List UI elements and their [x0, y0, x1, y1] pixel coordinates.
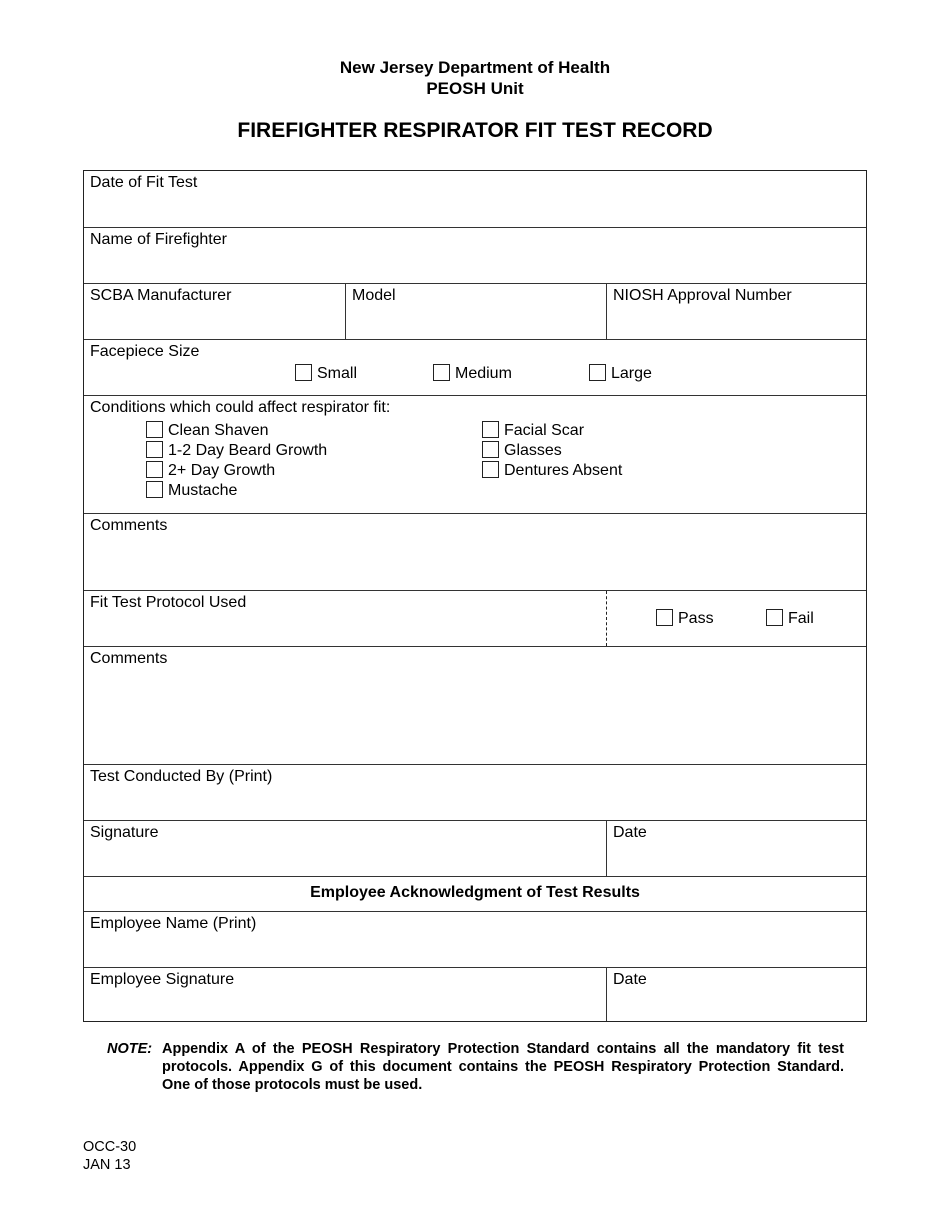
conditions-label: Conditions which could affect respirator fit:	[90, 399, 391, 416]
large-label: Large	[611, 365, 652, 382]
medium-checkbox[interactable]	[433, 364, 450, 381]
employee-date-field[interactable]	[606, 968, 866, 1021]
name-of-firefighter-label: Name of Firefighter	[90, 231, 227, 248]
comments-1-row	[84, 513, 866, 590]
date-of-fit-test-row	[84, 171, 866, 227]
scba-manufacturer-field[interactable]	[84, 284, 345, 339]
facepiece-size-group	[84, 340, 866, 395]
facial-scar-checkbox[interactable]	[482, 421, 499, 438]
fit-test-protocol-field[interactable]	[84, 591, 606, 646]
employee-name-label: Employee Name (Print)	[90, 915, 257, 932]
large-checkbox[interactable]	[589, 364, 606, 381]
glasses-label: Glasses	[504, 442, 562, 459]
comments-1-field[interactable]	[84, 514, 866, 590]
condition-facial-scar[interactable]	[482, 421, 584, 440]
form-revision: JAN 13	[83, 1157, 131, 1173]
test-conducted-by-row	[84, 764, 866, 820]
comments-2-label: Comments	[90, 650, 168, 667]
form-code: OCC-30	[83, 1139, 137, 1155]
signature-field[interactable]	[84, 821, 606, 876]
conditions-row	[84, 395, 866, 513]
note-label: NOTE:	[107, 1041, 153, 1057]
glasses-checkbox[interactable]	[482, 441, 499, 458]
comments-2-field[interactable]	[84, 647, 866, 764]
date-label: Date	[613, 824, 647, 841]
signature-row	[84, 820, 866, 876]
employee-signature-field[interactable]	[84, 968, 606, 1021]
fail-label: Fail	[788, 610, 814, 627]
niosh-approval-number-label: NIOSH Approval Number	[613, 287, 792, 304]
facepiece-option-large[interactable]	[589, 364, 652, 383]
clean-shaven-label: Clean Shaven	[168, 422, 269, 439]
employee-name-field[interactable]	[84, 912, 866, 967]
result-option-fail[interactable]	[766, 609, 814, 628]
test-conducted-by-field[interactable]	[84, 765, 866, 820]
employee-date-label: Date	[613, 971, 647, 988]
growth-2plus-day-label: 2+ Day Growth	[168, 462, 276, 479]
model-field[interactable]	[345, 284, 606, 339]
acknowledgment-heading: Employee Acknowledgment of Test Results	[310, 884, 640, 901]
fit-test-form	[83, 170, 867, 1022]
unit-name: PEOSH Unit	[426, 79, 524, 98]
niosh-approval-number-field[interactable]	[606, 284, 866, 339]
condition-glasses[interactable]	[482, 441, 562, 460]
beard-1-2-day-checkbox[interactable]	[146, 441, 163, 458]
scba-manufacturer-label: SCBA Manufacturer	[90, 287, 232, 304]
small-checkbox[interactable]	[295, 364, 312, 381]
acknowledgment-heading-row	[84, 876, 866, 911]
facepiece-option-small[interactable]	[295, 364, 357, 383]
pass-checkbox[interactable]	[656, 609, 673, 626]
medium-label: Medium	[455, 365, 512, 382]
result-group	[606, 591, 866, 646]
signature-label: Signature	[90, 824, 159, 841]
facepiece-option-medium[interactable]	[433, 364, 512, 383]
condition-clean-shaven[interactable]	[146, 421, 269, 440]
facepiece-size-label: Facepiece Size	[90, 343, 200, 360]
note-block	[107, 1040, 844, 1094]
date-of-fit-test-field[interactable]	[84, 171, 866, 227]
employee-name-row	[84, 911, 866, 967]
dentures-absent-checkbox[interactable]	[482, 461, 499, 478]
fail-checkbox[interactable]	[766, 609, 783, 626]
model-label: Model	[352, 287, 396, 304]
scba-row	[84, 283, 866, 339]
date-of-fit-test-label: Date of Fit Test	[90, 174, 198, 191]
dentures-absent-label: Dentures Absent	[504, 462, 623, 479]
clean-shaven-checkbox[interactable]	[146, 421, 163, 438]
test-conducted-by-label: Test Conducted By (Print)	[90, 768, 273, 785]
name-of-firefighter-field[interactable]	[84, 228, 866, 283]
conditions-group	[84, 396, 866, 513]
facial-scar-label: Facial Scar	[504, 422, 585, 439]
date-field[interactable]	[606, 821, 866, 876]
name-of-firefighter-row	[84, 227, 866, 283]
agency-name: New Jersey Department of Health	[339, 58, 611, 77]
condition-dentures-absent[interactable]	[482, 461, 622, 480]
beard-1-2-day-label: 1-2 Day Beard Growth	[168, 442, 328, 459]
growth-2plus-day-checkbox[interactable]	[146, 461, 163, 478]
mustache-checkbox[interactable]	[146, 481, 163, 498]
mustache-label: Mustache	[168, 482, 238, 499]
small-label: Small	[317, 365, 358, 382]
employee-signature-row	[84, 967, 866, 1021]
condition-mustache[interactable]	[146, 481, 237, 500]
condition-2plus-day-growth[interactable]	[146, 461, 275, 480]
fit-test-protocol-row	[84, 590, 866, 646]
pass-label: Pass	[678, 610, 714, 627]
condition-1-2-day-beard[interactable]	[146, 441, 327, 460]
result-option-pass[interactable]	[656, 609, 714, 628]
note-text: Appendix A of the PEOSH Respiratory Protection Standard contains all the mandatory fit test protocols. Appendix G of this document contains the PEOSH Respiratory Protection Standard. One of those protocols must be used.	[162, 1041, 844, 1093]
fit-test-protocol-label: Fit Test Protocol Used	[90, 594, 247, 611]
page-title: FIREFIGHTER RESPIRATOR FIT TEST RECORD	[237, 119, 713, 142]
comments-2-row	[84, 646, 866, 764]
employee-signature-label: Employee Signature	[90, 971, 235, 988]
comments-1-label: Comments	[90, 517, 168, 534]
facepiece-size-row	[84, 339, 866, 395]
